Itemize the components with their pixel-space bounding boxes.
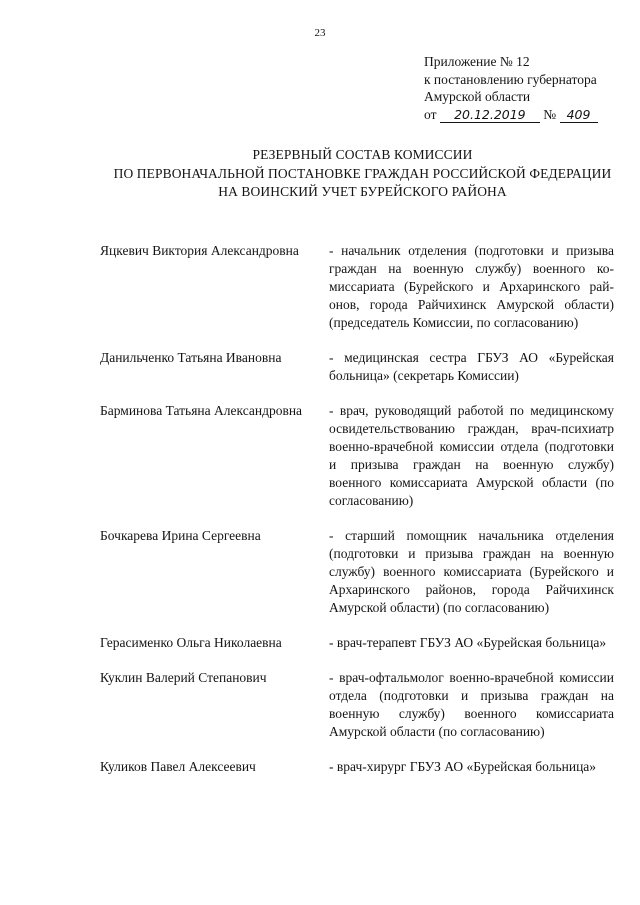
member-row xyxy=(100,242,620,332)
caption-line-3: НА ВОИНСКИЙ УЧЕТ БУРЕЙСКОГО РАЙОНА xyxy=(218,184,507,199)
appendix-title: Приложение № 12 xyxy=(424,54,530,69)
member-row xyxy=(100,669,620,741)
appendix-region-line: Амурской области xyxy=(424,89,531,104)
member-name: Герасименко Ольга Николаевна xyxy=(100,635,282,650)
member-role: - врач-хирург ГБУЗ АО «Бурейская больница» xyxy=(329,759,597,774)
member-role: - врач, руководящий работой по медицинскому освидетельствованию граждан, врач-психиатр военно-врачебной комиссии отдела (подготовки и призыва граждан на военную службу) военного комиссариата Амурской области (по согласованию) xyxy=(329,403,614,508)
caption-line-1: РЕЗЕРВНЫЙ СОСТАВ КОМИССИИ xyxy=(252,147,473,162)
member-name: Данильченко Татьяна Ивановна xyxy=(100,350,282,365)
member-role: - начальник отделения (подготовки и призыва граждан на военную службу) военного комиссариата (Бурейского и Архаринского районов, города Райчихинск Амурской области) (председатель Комиссии, по согласованию) xyxy=(329,243,614,330)
member-row xyxy=(100,402,620,510)
member-row xyxy=(100,758,620,776)
member-name: Куликов Павел Алексеевич xyxy=(100,759,256,774)
members-list xyxy=(100,242,620,776)
member-name: Яцкевич Виктория Александровна xyxy=(100,243,299,258)
handwritten-number: 409 xyxy=(560,108,598,123)
member-row xyxy=(100,349,620,385)
member-name: Барминова Татьяна Александровна xyxy=(100,403,303,418)
page-number: 23 xyxy=(314,27,326,39)
member-role: - врач-офтальмолог военно-врачебной комиссии отдела (подготовки и призыва граждан на военную службу) военного комиссариата Амурской области (по согласованию) xyxy=(329,670,614,739)
caption-line-2: ПО ПЕРВОНАЧАЛЬНОЙ ПОСТАНОВКЕ ГРАЖДАН РОССИЙСКОЙ ФЕДЕРАЦИИ xyxy=(113,165,612,181)
member-name: Куклин Валерий Степанович xyxy=(100,670,267,685)
member-role: - врач-терапевт ГБУЗ АО «Бурейская больница» xyxy=(329,635,607,650)
appendix-decree-line: к постановлению губернатора xyxy=(424,71,597,87)
member-row xyxy=(100,634,620,652)
member-row xyxy=(100,527,620,617)
appendix-date-line xyxy=(424,106,634,124)
number-sign: № xyxy=(543,106,557,122)
member-name: Бочкарева Ирина Сергеевна xyxy=(100,528,261,543)
document-caption xyxy=(100,146,625,202)
appendix-block xyxy=(424,53,634,123)
member-role: - медицинская сестра ГБУЗ АО «Бурейская больница» (секретарь Комиссии) xyxy=(329,350,614,383)
handwritten-date: 20.12.2019 xyxy=(440,108,540,123)
member-role: - старший помощник начальника отделения (подготовки и призыва граждан на военную службу) военного комиссариата (Бурейского и Архаринского районов, города Райчихинск Амурской области) (по согласованию) xyxy=(329,528,614,615)
date-prefix: от xyxy=(424,106,437,122)
